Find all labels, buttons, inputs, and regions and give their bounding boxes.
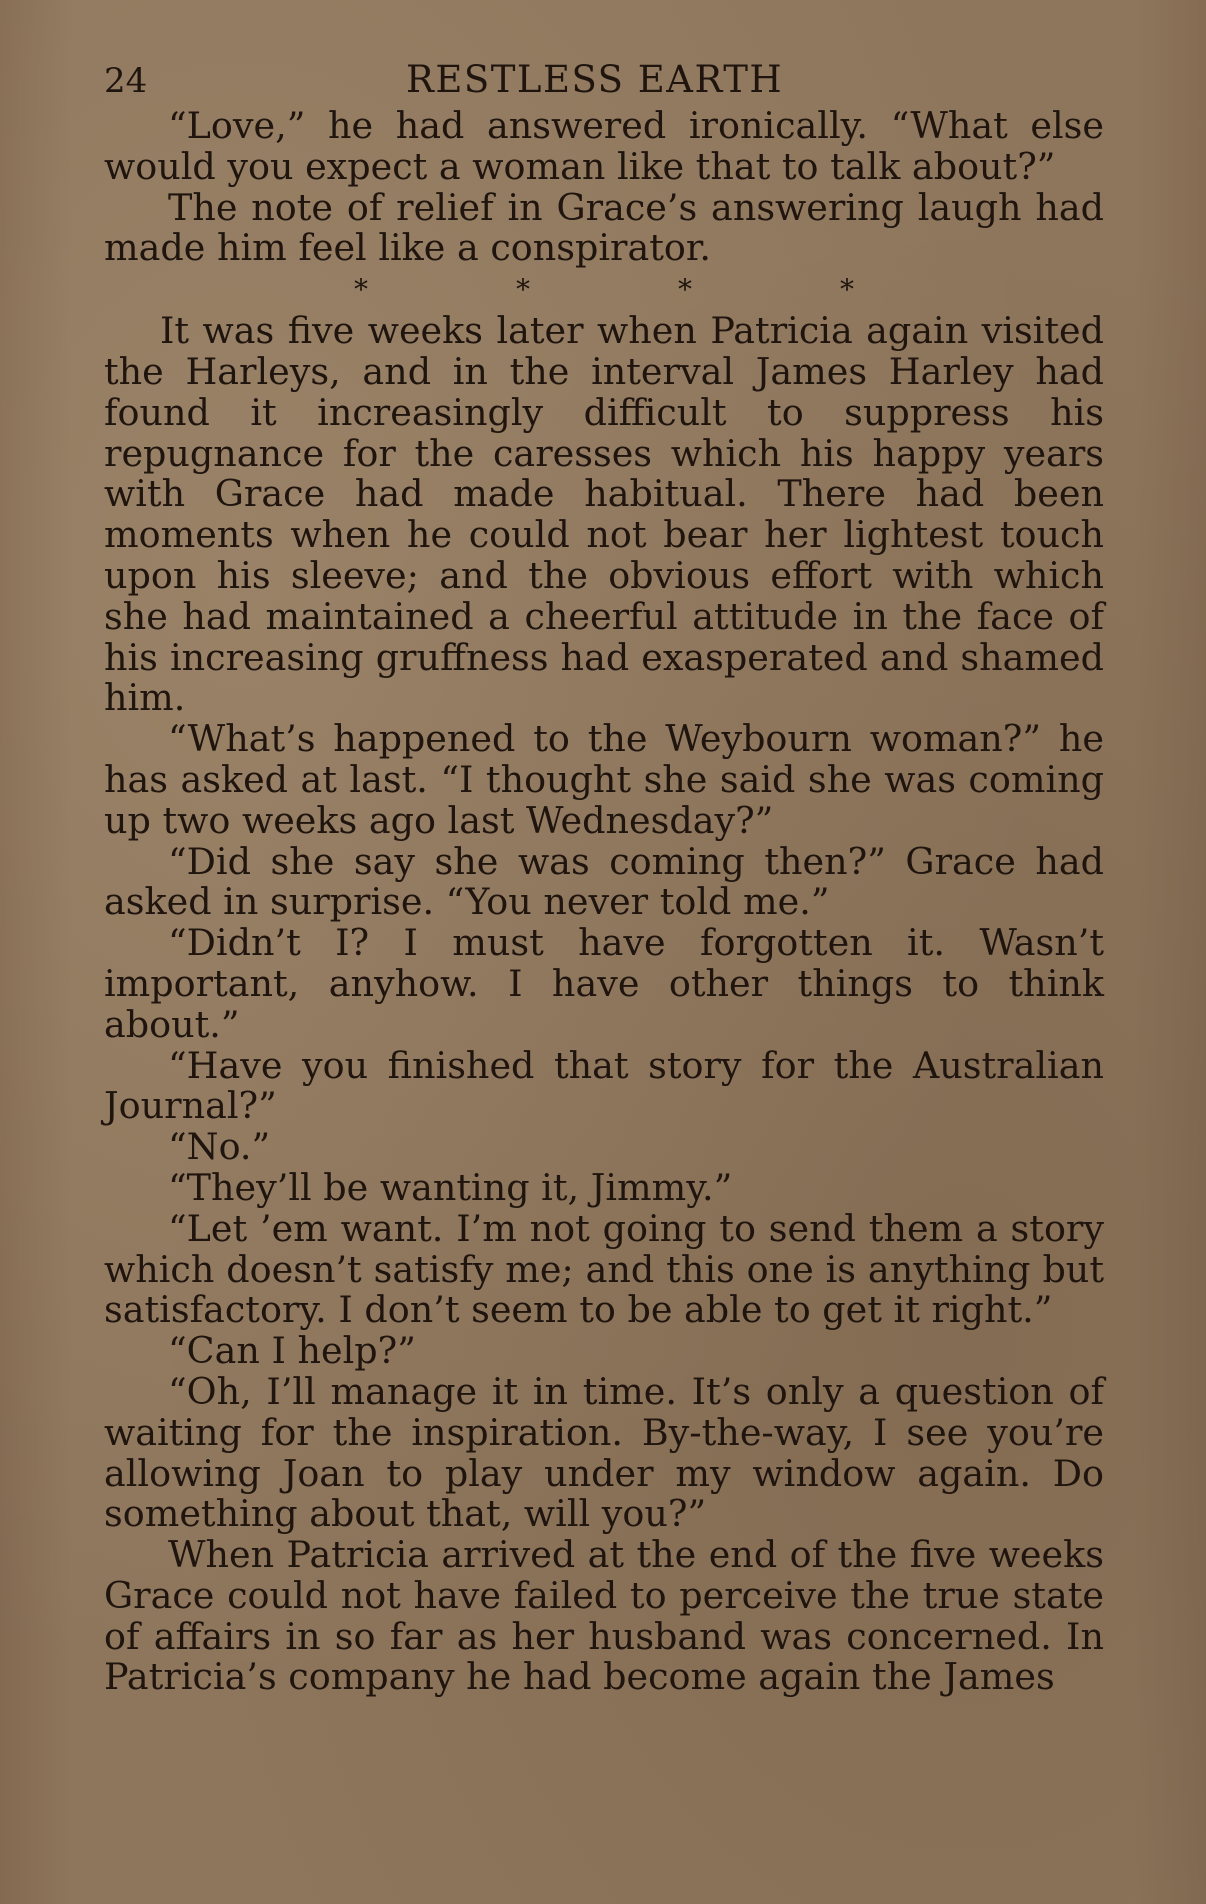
paragraph: “Love,” he had answered ironically. “What else would you expect a woman like that to talk about?” — [104, 104, 1104, 188]
asterisk: * — [840, 273, 854, 307]
page-number: 24 — [104, 61, 148, 101]
paragraph: “Didn’t I? I must have forgotten it. Wasn’t important, anyhow. I have other things to think about.” — [104, 921, 1104, 1046]
paragraph: It was five weeks later when Patricia again visited the Harleys, and in the interval James Harley had found it increasingly difficult to suppress his repugnance for the caresses which his happy years with Grace had made habitual. There had been moments when he could not bear her lightest touch upon his sleeve; and the obvious effort with which she had maintained a cheerful attitude in the face of his increasing gruffness had exasperated and shamed him. — [104, 309, 1104, 720]
paragraph: “What’s happened to the Weybourn woman?” he has asked at last. “I thought she said she was coming up two weeks ago last Wednesday?” — [104, 717, 1104, 842]
body-text — [104, 106, 1104, 1698]
book-page — [104, 60, 1104, 1698]
section-break — [354, 269, 854, 311]
paragraph: “They’ll be wanting it, Jimmy.” — [168, 1165, 733, 1209]
asterisk: * — [354, 273, 368, 307]
page-header — [104, 60, 1104, 104]
paragraph: When Patricia arrived at the end of the five weeks Grace could not have failed to perceive the true state of affairs in so far as her husband was concerned. In Patricia’s company he had become again the James — [104, 1533, 1104, 1699]
paragraph: “Can I help?” — [168, 1329, 416, 1373]
paragraph: “No.” — [168, 1125, 271, 1169]
paragraph: “Have you finished that story for the Australian Journal?” — [104, 1043, 1104, 1128]
asterisk: * — [516, 273, 530, 307]
asterisk: * — [678, 273, 692, 307]
paragraph: “Let ’em want. I’m not going to send them a story which doesn’t satisfy me; and this one is anything but satisfactory. I don’t seem to be able to get it right.” — [104, 1206, 1104, 1332]
paragraph: “Oh, I’ll manage it in time. It’s only a question of waiting for the inspiration. By-the-way, I see you’re allowing Joan to play under my window again. Do something about that, will you?” — [104, 1369, 1104, 1536]
paragraph: The note of relief in Grace’s answering laugh had made him feel like a conspirator. — [104, 185, 1104, 270]
paragraph: “Did she say she was coming then?” Grace had asked in surprise. “You never told me.” — [104, 839, 1104, 924]
running-title: RESTLESS EARTH — [406, 58, 784, 101]
